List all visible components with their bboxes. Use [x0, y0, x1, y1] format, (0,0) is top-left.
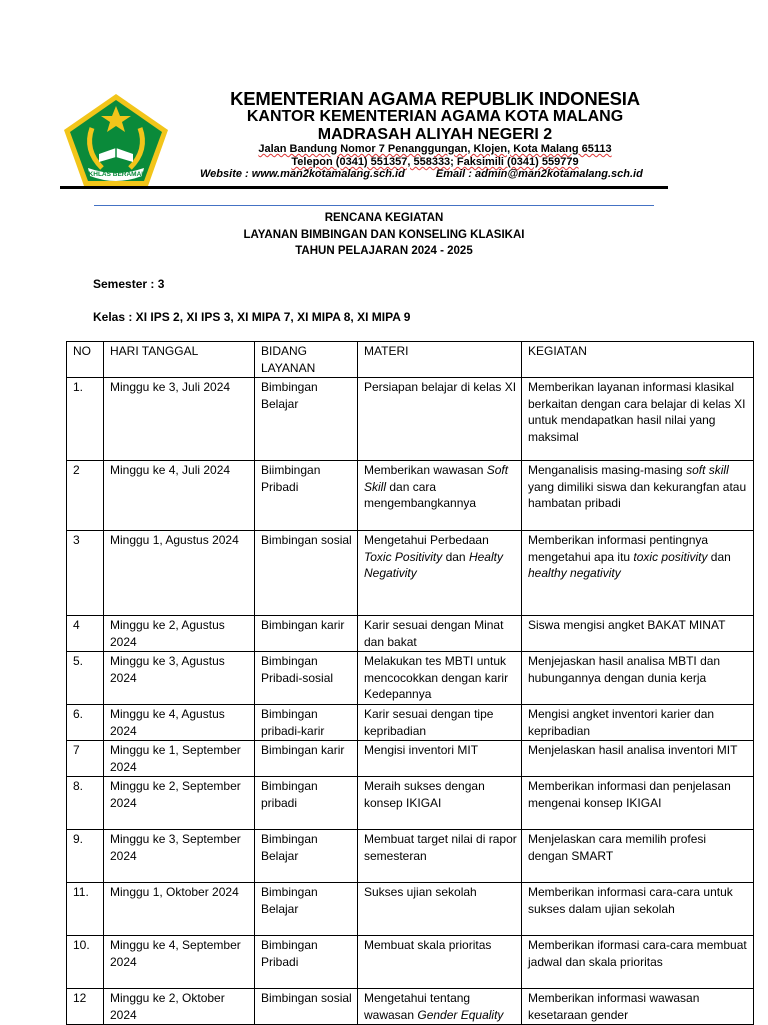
- cell-hari: Minggu 1, Agustus 2024: [104, 531, 255, 616]
- cell-kegiatan: Siswa mengisi angket BAKAT MINAT: [522, 616, 754, 652]
- cell-hari: Minggu ke 4, Agustus 2024: [104, 705, 255, 741]
- table-row: [67, 830, 754, 883]
- cell-materi: Persiapan belajar di kelas XI: [358, 378, 522, 461]
- email-label: Email :: [435, 168, 472, 180]
- cell-no: 5.: [67, 652, 104, 705]
- header-address: Jalan Bandung Nomor 7 Penanggungan, Klojen, Kota Malang 65113: [258, 143, 612, 155]
- header-cell: MATERI: [358, 342, 522, 378]
- cell-bidang: Bimbingan Belajar: [255, 378, 358, 461]
- cell-no: 11.: [67, 883, 104, 936]
- cell-hari: Minggu ke 3, Juli 2024: [104, 378, 255, 461]
- cell-kegiatan: Menjelaskan hasil analisa inventori MIT: [522, 741, 754, 777]
- cell-materi: Melakukan tes MBTI untuk mencocokkan dengan karir Kedepannya: [358, 652, 522, 705]
- cell-no: 8.: [67, 777, 104, 830]
- cell-bidang: Bimbingan Belajar: [255, 883, 358, 936]
- website-link[interactable]: www.man2kotamalang.sch.id: [251, 168, 405, 180]
- cell-materi: Meraih sukses dengan konsep IKIGAI: [358, 777, 522, 830]
- cell-kegiatan: Memberikan layanan informasi klasikal berkaitan dengan cara belajar di kelas XI untuk mendapatkan hasil nilai yang maksimal: [522, 378, 754, 461]
- table-row: [67, 989, 754, 1025]
- table-row: [67, 777, 754, 830]
- cell-bidang: Biimbingan Pribadi: [255, 461, 358, 531]
- cell-hari: Minggu ke 3, September 2024: [104, 830, 255, 883]
- cell-hari: Minggu 1, Oktober 2024: [104, 883, 255, 936]
- cell-kegiatan: Memberikan informasi wawasan kesetaraan gender: [522, 989, 754, 1025]
- header-office: KANTOR KEMENTERIAN AGAMA KOTA MALANG: [246, 108, 624, 125]
- kemenag-logo: [62, 92, 170, 188]
- cell-kegiatan: Memberikan informasi dan penjelasan mengenai konsep IKIGAI: [522, 777, 754, 830]
- cell-bidang: Bimbingan pribadi-karir: [255, 705, 358, 741]
- table-row: [67, 705, 754, 741]
- website-label: Website :: [200, 168, 249, 180]
- header-cell: BIDANG LAYANAN: [255, 342, 358, 378]
- cell-materi: Karir sesuai dengan Minat dan bakat: [358, 616, 522, 652]
- cell-bidang: Bimbingan Pribadi-sosial: [255, 652, 358, 705]
- cell-bidang: Bimbingan sosial: [255, 531, 358, 616]
- cell-no: 2: [67, 461, 104, 531]
- cell-no: 4: [67, 616, 104, 652]
- cell-kegiatan: Memberikan informasi cara-cara untuk sukses dalam ujian sekolah: [522, 883, 754, 936]
- cell-bidang: Bimbingan sosial: [255, 989, 358, 1025]
- cell-bidang: Bimbingan karir: [255, 616, 358, 652]
- header-cell: KEGIATAN: [522, 342, 754, 378]
- header-cell: HARI TANGGAL: [104, 342, 255, 378]
- table-row: [67, 531, 754, 616]
- doc-subtitle: LAYANAN BIMBINGAN DAN KONSELING KLASIKAI: [243, 229, 525, 241]
- cell-no: 7: [67, 741, 104, 777]
- cell-materi: Membuat target nilai di rapor semesteran: [358, 830, 522, 883]
- cell-hari: Minggu ke 4, Juli 2024: [104, 461, 255, 531]
- cell-no: 10.: [67, 936, 104, 989]
- cell-no: 1.: [67, 378, 104, 461]
- cell-hari: Minggu ke 2, September 2024: [104, 777, 255, 830]
- email-link[interactable]: admin@man2kotamalang.sch.id: [475, 168, 643, 180]
- cell-hari: Minggu ke 2, Oktober 2024: [104, 989, 255, 1025]
- cell-bidang: Bimbingan karir: [255, 741, 358, 777]
- cell-materi: Membuat skala prioritas: [358, 936, 522, 989]
- table-row: [67, 461, 754, 531]
- cell-materi: Sukses ujian sekolah: [358, 883, 522, 936]
- cell-bidang: Bimbingan pribadi: [255, 777, 358, 830]
- cell-materi: Mengisi inventori MIT: [358, 741, 522, 777]
- cell-materi: Mengetahui tentang wawasan Gender Equality: [358, 989, 522, 1025]
- header-contact: [200, 168, 643, 180]
- header-school: MADRASAH ALIYAH NEGERI 2: [317, 126, 553, 143]
- cell-kegiatan: Menjelaskan cara memilih profesi dengan SMART: [522, 830, 754, 883]
- cell-no: 12: [67, 989, 104, 1025]
- table-row: [67, 936, 754, 989]
- header-divider: [60, 186, 668, 189]
- class-label: Kelas : XI IPS 2, XI IPS 3, XI MIPA 7, XI MIPA 8, XI MIPA 9: [93, 310, 411, 324]
- cell-materi: Mengetahui Perbedaan Toxic Positivity dan Healty Negativity: [358, 531, 522, 616]
- cell-kegiatan: Menjejaskan hasil analisa MBTI dan hubungannya dengan dunia kerja: [522, 652, 754, 705]
- logo-motto: IKHLAS BERAMAL: [86, 171, 146, 178]
- table-row: [67, 616, 754, 652]
- cell-bidang: Bimbingan Belajar: [255, 830, 358, 883]
- table-row: [67, 883, 754, 936]
- cell-bidang: Bimbingan Pribadi: [255, 936, 358, 989]
- schedule-table: [66, 341, 754, 1025]
- cell-no: 6.: [67, 705, 104, 741]
- table-header-row: [67, 342, 754, 378]
- cell-hari: Minggu ke 1, September 2024: [104, 741, 255, 777]
- cell-hari: Minggu ke 3, Agustus 2024: [104, 652, 255, 705]
- semester-label: Semester : 3: [93, 277, 165, 291]
- table-row: [67, 652, 754, 705]
- cell-no: 9.: [67, 830, 104, 883]
- cell-no: 3: [67, 531, 104, 616]
- cell-kegiatan: Memberikan informasi pentingnya mengetahui apa itu toxic positivity dan healthy negativity: [522, 531, 754, 616]
- cell-materi: Karir sesuai dengan tipe kepribadian: [358, 705, 522, 741]
- cell-hari: Minggu ke 2, Agustus 2024: [104, 616, 255, 652]
- table-row: [67, 741, 754, 777]
- cell-kegiatan: Memberikan iformasi cara-cara membuat jadwal dan skala prioritas: [522, 936, 754, 989]
- table-row: [67, 378, 754, 461]
- header-phone: Telepon (0341) 551357, 558333; Faksimili (0341) 559779: [291, 156, 579, 168]
- cell-kegiatan: Menganalisis masing-masing soft skill yang dimiliki siswa dan kekurangfan atau hambatan pribadi: [522, 461, 754, 531]
- header-ministry: KEMENTERIAN AGAMA REPUBLIK INDONESIA: [230, 88, 640, 109]
- cell-kegiatan: Mengisi angket inventori karier dan kepribadian: [522, 705, 754, 741]
- cell-hari: Minggu ke 4, September 2024: [104, 936, 255, 989]
- doc-year: TAHUN PELAJARAN 2024 - 2025: [295, 245, 473, 257]
- header-cell: NO: [67, 342, 104, 378]
- cell-materi: Memberikan wawasan Soft Skill dan cara mengembangkannya: [358, 461, 522, 531]
- page-header-line: [94, 205, 654, 206]
- doc-title: RENCANA KEGIATAN: [324, 212, 444, 224]
